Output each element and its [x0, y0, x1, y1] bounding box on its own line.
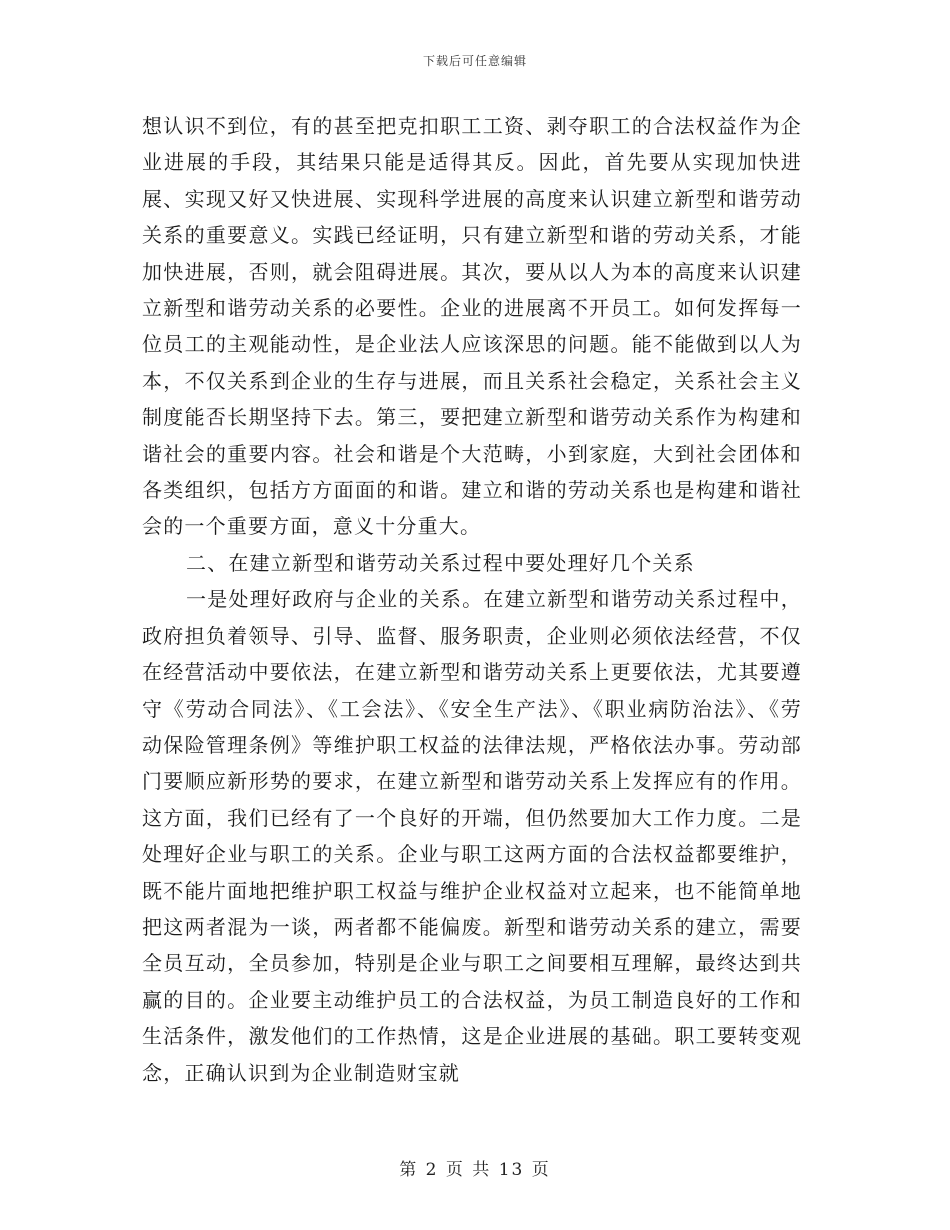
document-body	[142, 108, 802, 1091]
page-header: 下载后可任意编辑	[422, 54, 527, 68]
section-heading: 二、在建立新型和谐劳动关系过程中要处理好几个关系	[186, 550, 695, 575]
paragraph-continuation: 想认识不到位，有的甚至把克扣职工工资、剥夺职工的合法权益作为企业进展的手段，其结果只能是适得其反。因此，首先要从实现加快进展、实现又好又快进展、实现科学进展的高度来认识建立新型和谐劳动关系的重要意义。实践已经证明，只有建立新型和谐的劳动关系，才能加快进展，否则，就会阻碍进展。其次，要从以人为本的高度来认识建立新型和谐劳动关系的必要性。企业的进展离不开员工。如何发挥每一位员工的主观能动性，是企业法人应该深思的问题。能不能做到以人为本，不仅关系到企业的生存与进展，而且关系社会稳定，关系社会主义制度能否长期坚持下去。第三，要把建立新型和谐劳动关系作为构建和谐社会的重要内容。社会和谐是个大范畴，小到家庭，大到社会团体和各类组织，包括方方面面的和谐。建立和谐的劳动关系也是构建和谐社会的一个重要方面，意义十分重大。	[142, 114, 802, 539]
page-footer: 第 2 页 共 13 页	[399, 1160, 551, 1180]
paragraph-relations: 一是处理好政府与企业的关系。在建立新型和谐劳动关系过程中，政府担负着领导、引导、监督、服务职责，企业则必须依法经营，不仅在经营活动中要依法，在建立新型和谐劳动关系上更要依法，尤其要遵守《劳动合同法》、《工会法》、《安全生产法》、《职业病防治法》、《劳动保险管理条例》等维护职工权益的法律法规，严格依法办事。劳动部门要顺应新形势的要求，在建立新型和谐劳动关系上发挥应有的作用。这方面，我们已经有了一个良好的开端，但仍然要加大工作力度。二是处理好企业与职工的关系。企业与职工这两方面的合法权益都要维护，既不能片面地把维护职工权益与维护企业权益对立起来，也不能简单地把这两者混为一谈，两者都不能偏废。新型和谐劳动关系的建立，需要全员互动，全员参加，特别是企业与职工之间要相互理解，最终达到共赢的目的。企业要主动维护员工的合法权益，为员工制造良好的工作和生活条件，激发他们的工作热情，这是企业进展的基础。职工要转变观念，正确认识到为企业制造财宝就	[142, 587, 802, 1085]
